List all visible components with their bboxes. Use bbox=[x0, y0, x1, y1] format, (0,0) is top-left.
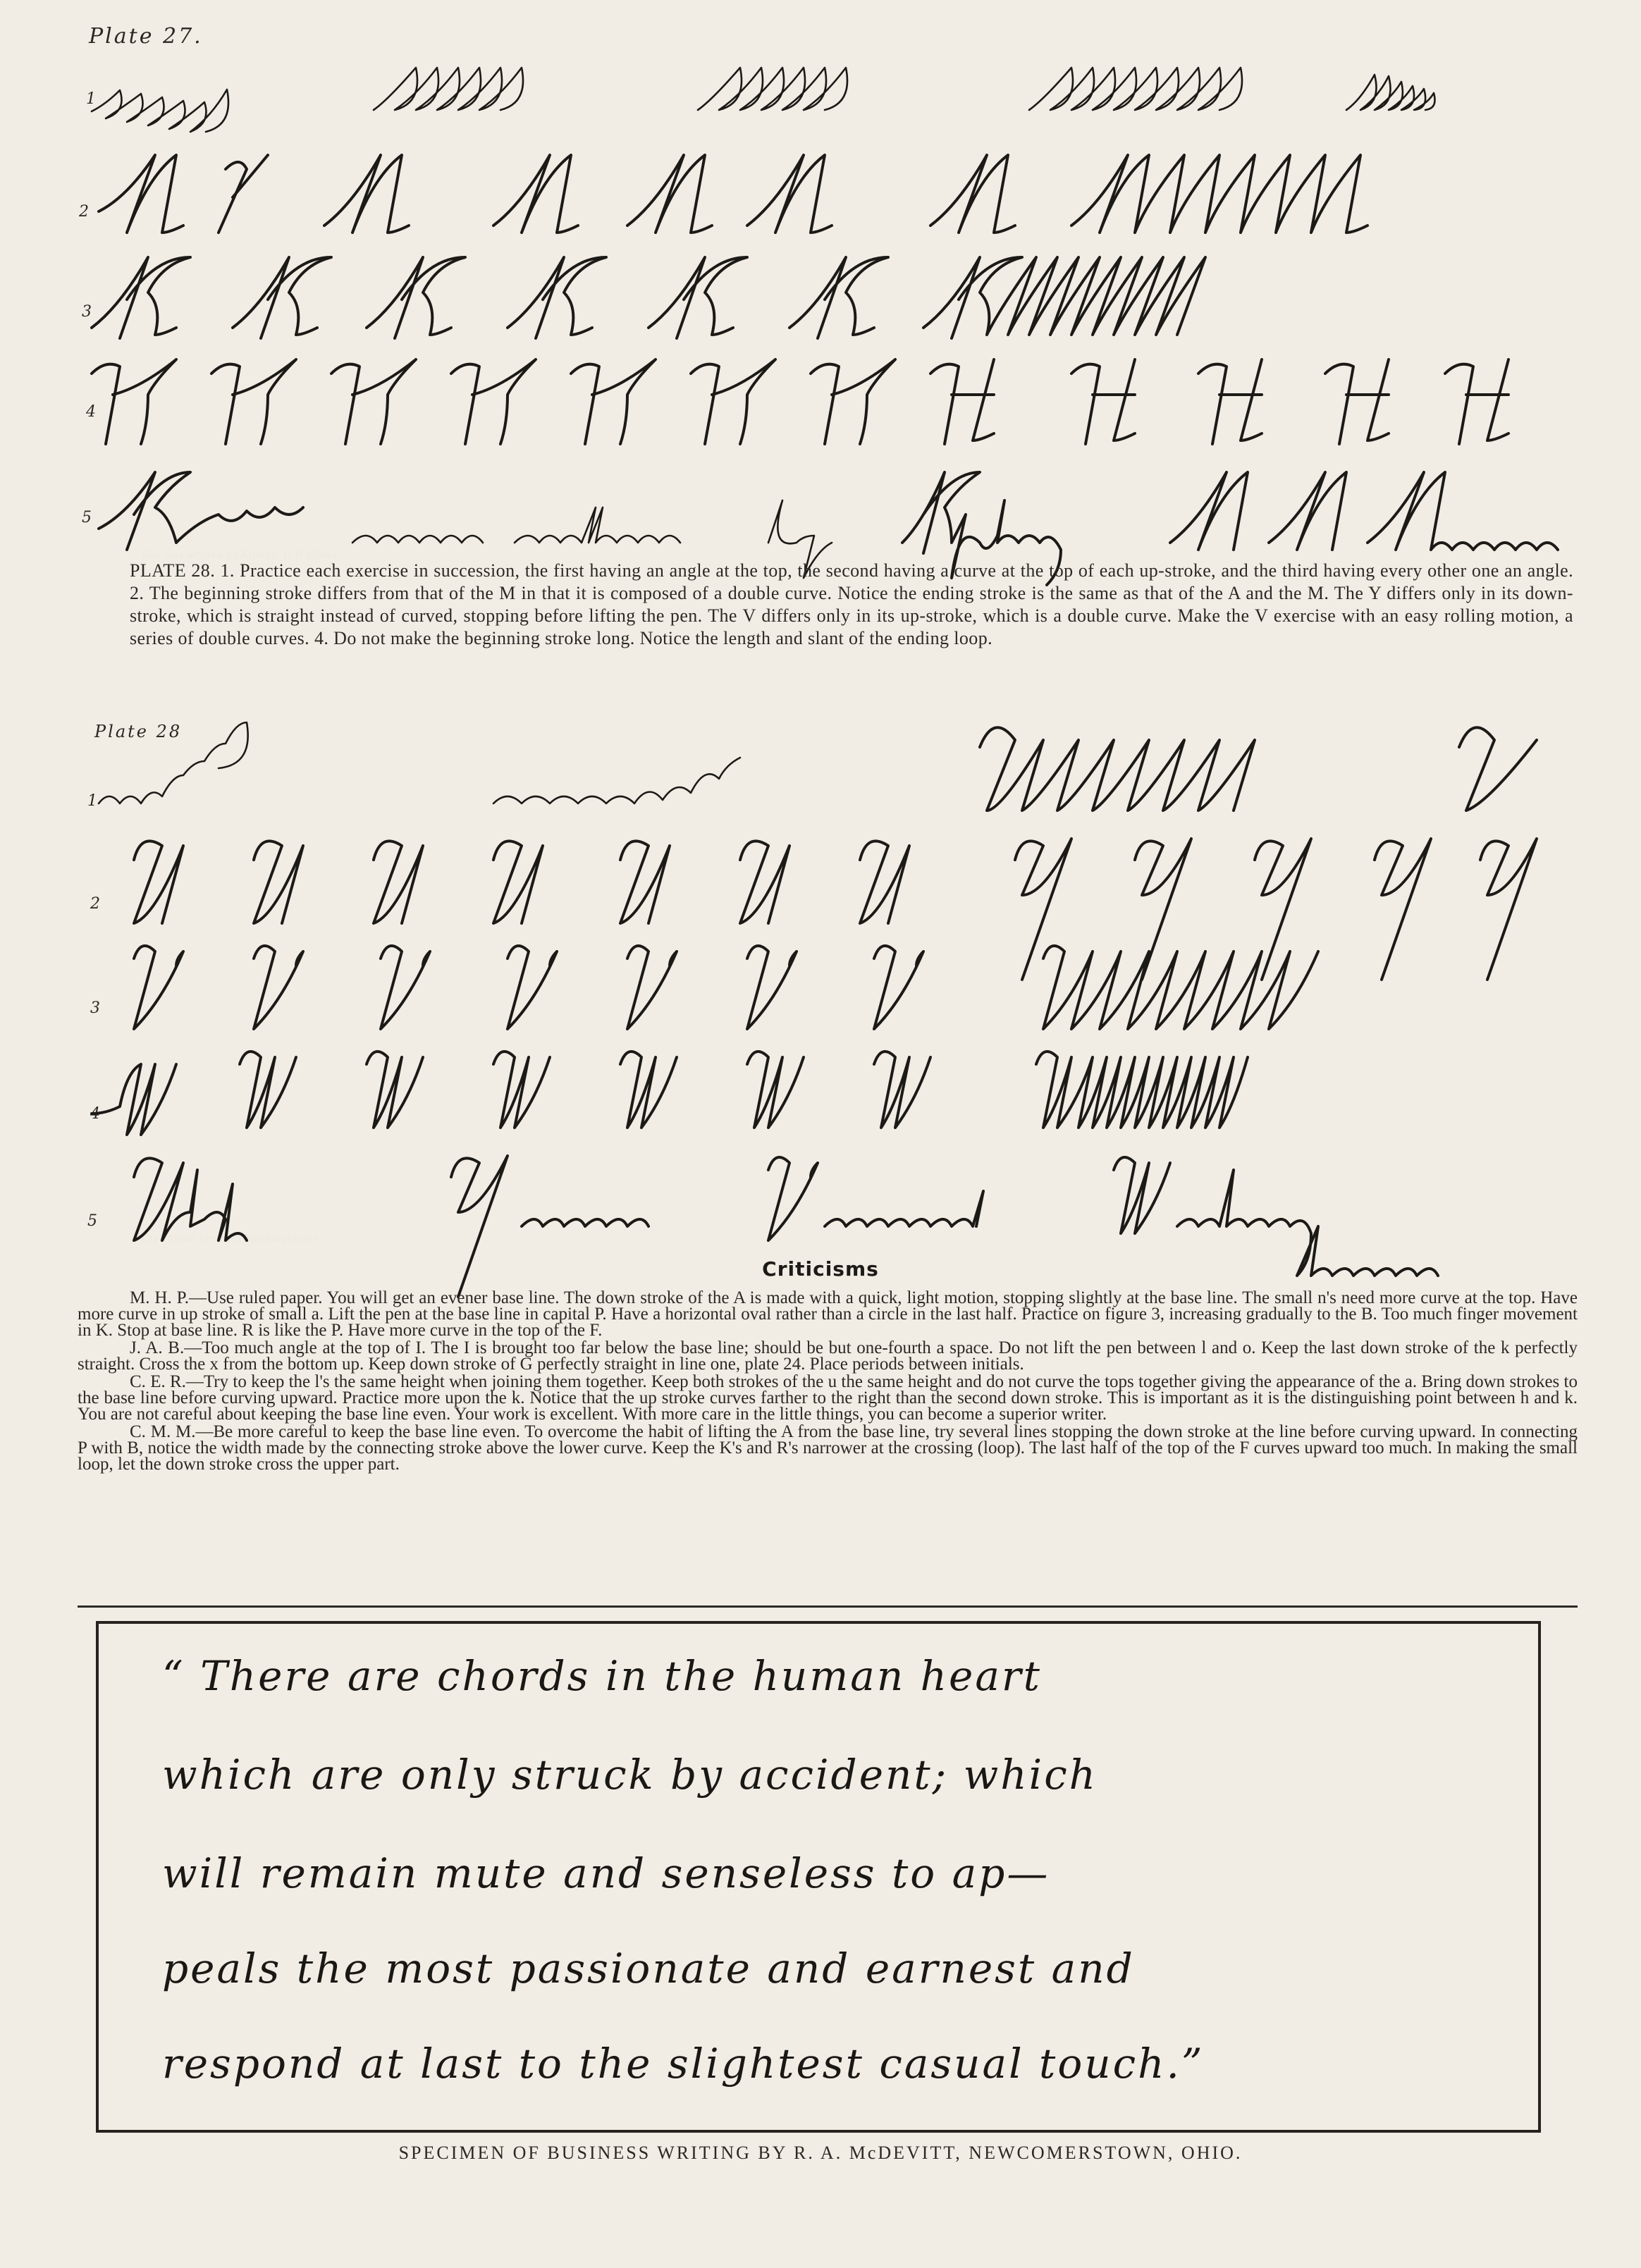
criticism-paragraph: J. A. B.—Too much angle at the top of I. The I is brought too far below the base line; should be but one-fourth a space. Do not lift the pen between l and o. Keep the last down stroke of the k perfectly straight. Cross the x from the bottom up. Keep down stroke of G perfectly straight in line one, plate 24. Place periods between initials. bbox=[78, 1338, 1578, 1374]
row-number: 3 bbox=[82, 303, 92, 321]
handwriting-transcription bbox=[141, 1233, 1480, 1245]
handwriting-exercise-n bbox=[70, 148, 1572, 247]
row-number: 1 bbox=[87, 792, 97, 810]
row-number: 2 bbox=[79, 203, 89, 221]
row-number: 5 bbox=[87, 1212, 97, 1230]
handwriting-exercise-u-ovals bbox=[70, 726, 1572, 825]
handwriting-exercise-u-y bbox=[70, 832, 1572, 930]
handwriting-exercise-v bbox=[70, 937, 1572, 1036]
footer-credit: SPECIMEN OF BUSINESS WRITING BY R. A. McDEVITT, NEWCOMERSTOWN, OHIO. bbox=[398, 2143, 1243, 2163]
cursive-u-y-drawing bbox=[70, 832, 1572, 930]
quote-line: will remain mute and senseless to ap— bbox=[162, 1849, 1050, 1897]
cursive-s-drawing bbox=[70, 55, 1572, 154]
plate-27-label: Plate 27. bbox=[89, 24, 203, 49]
plate-28-caption: PLATE 28. 1. Practice each exercise in succession, the first having an angle at the top, the second having a curve at the top of each up-stroke, and the third having every other one an angle. 2. The beginning stroke differs from that of the M in that it is composed of a double curve. Notice the ending stroke is the same as that of the A and the M. The Y differs only in its down-stroke, which is straight instead of curved, stopping before lifting the pen. The V differs only in its up-stroke, which is a double curve. Make the V exercise with an easy rolling motion, a series of double curves. 4. Do not make the beginning stroke long. Notice the length and slant of the ending loop. bbox=[130, 560, 1573, 648]
handwriting-words-states bbox=[70, 1149, 1572, 1247]
criticism-paragraph: C. M. M.—Be more careful to keep the base line even. To overcome the habit of lifting the A from the base line, try several lines stopping the down stroke at the line before curving upward. In connecting P with B, notice the width made by the connecting stroke above the lower curve. Keep the K's and R's narrower at the crossing (loop). The last half of the top of the F curves upward too much. In making the small loop, let the down stroke cross the upper part. bbox=[78, 1422, 1578, 1474]
criticisms-heading: Criticisms bbox=[762, 1257, 879, 1281]
cursive-n-drawing bbox=[70, 148, 1572, 247]
section-divider bbox=[78, 1606, 1578, 1608]
handwriting-exercise-x-h bbox=[70, 352, 1572, 451]
quote-line: peals the most passionate and earnest and bbox=[162, 1945, 1135, 1992]
quote-specimen-box bbox=[96, 1621, 1541, 2133]
criticism-paragraph: M. H. P.—Use ruled paper. You will get an evener base line. The down stroke of the A is made with a quick, light motion, stopping slightly at the base line. The small n's need more curve at the top. Have more curve in up stroke of small a. Lift the pen at the base line in capital P. Have a horizontal oval rather than a circle in the last half. Practice on figure 3, increasing gradually to the B. Too much finger movement in K. Stop at base line. R is like the P. Have more curve in the top of the F. bbox=[78, 1288, 1578, 1340]
plate-28-label: Plate 28 bbox=[94, 722, 183, 741]
handwriting-sentence-kim bbox=[70, 465, 1572, 564]
row-number: 4 bbox=[86, 403, 96, 421]
cursive-u-ovals-drawing bbox=[70, 726, 1572, 825]
cursive-x-h-drawing bbox=[70, 352, 1572, 451]
quote-line: which are only struck by accident; which bbox=[162, 1751, 1098, 1799]
row-number: 5 bbox=[82, 509, 92, 526]
row-number: 3 bbox=[90, 999, 100, 1017]
criticism-paragraph: C. E. R.—Try to keep the l's the same height when joining them together. Keep both strokes of the u the same height and do not curve the tops together giving the appearance of the a. Bring down strokes to the base line before curving upward. Practice more upon the k. Notice that the up stroke curves farther to the right than the second down stroke. This is important as it is the distinguishing point between h and k. You are not careful about keeping the base line even. Your work is excellent. With more care in the little things, you can become a superior writer. bbox=[78, 1372, 1578, 1424]
cursive-words-drawing bbox=[70, 1149, 1572, 1247]
row-number: 1 bbox=[86, 90, 96, 108]
handwriting-exercise-w bbox=[70, 1043, 1572, 1142]
handwriting-exercise-k bbox=[70, 250, 1572, 349]
handwriting-exercise-s bbox=[70, 55, 1572, 154]
cursive-w-drawing bbox=[70, 1043, 1572, 1142]
cursive-v-drawing bbox=[70, 937, 1572, 1036]
quote-line: “ There are chords in the human heart bbox=[162, 1652, 1042, 1700]
handwriting-transcription bbox=[141, 550, 1480, 561]
cursive-k-drawing bbox=[70, 250, 1572, 349]
row-number: 2 bbox=[90, 895, 100, 913]
cursive-sentence-drawing bbox=[70, 465, 1572, 564]
row-number: 4 bbox=[90, 1105, 100, 1123]
criticisms-body bbox=[78, 1290, 1578, 1474]
quote-line: respond at last to the slightest casual touch.” bbox=[162, 2040, 1205, 2088]
